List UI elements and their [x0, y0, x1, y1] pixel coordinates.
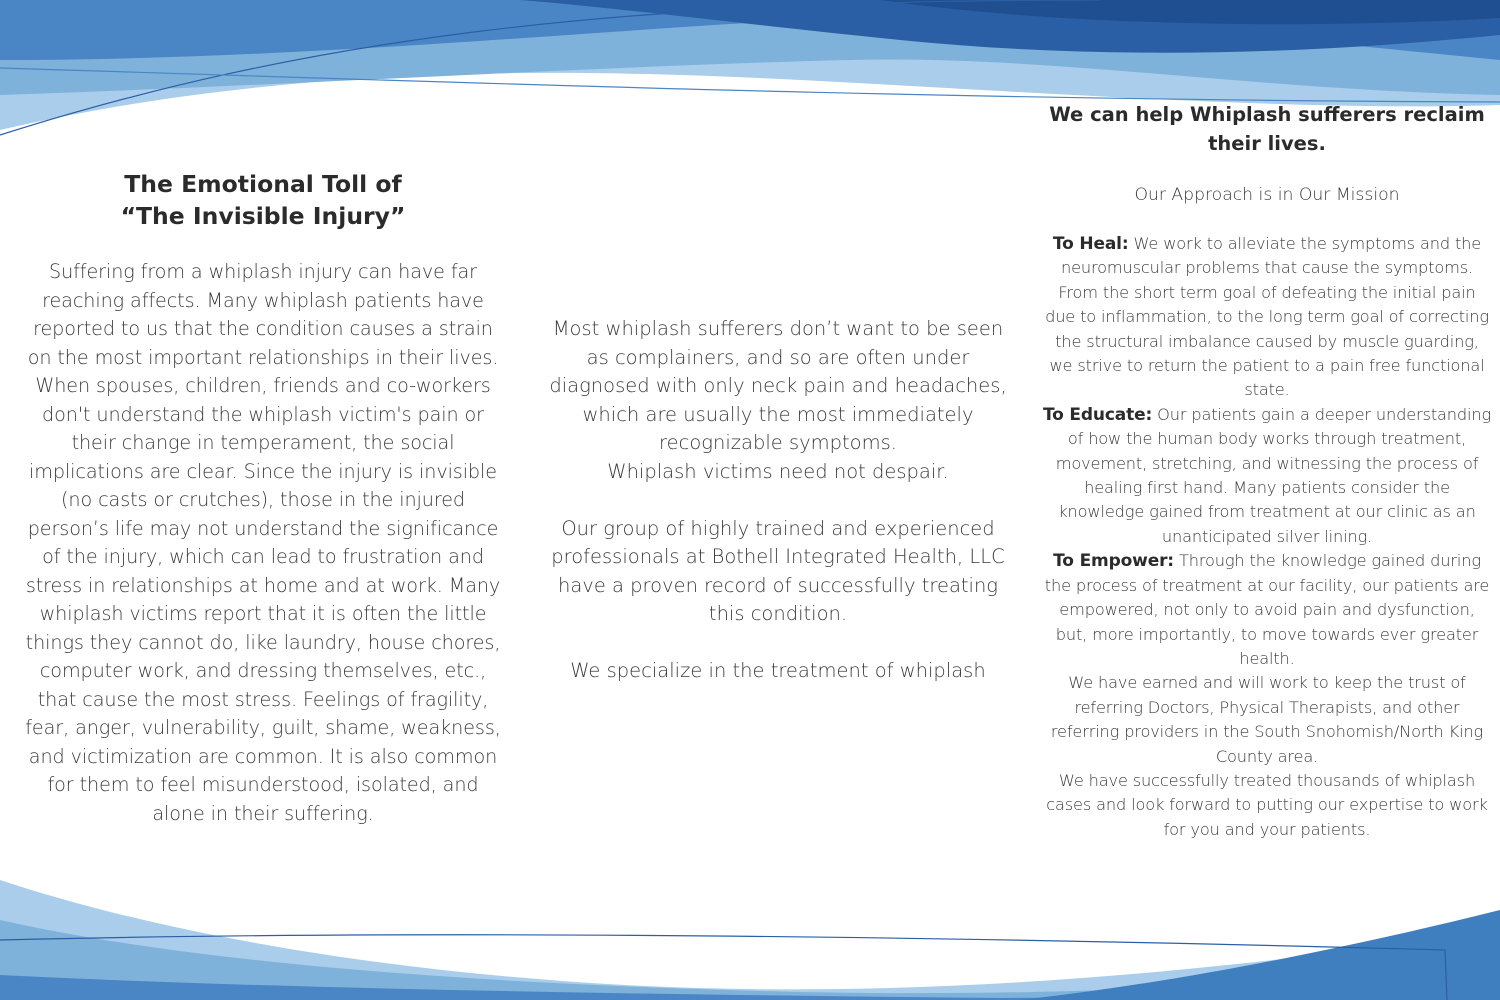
complainers-text: Most whiplash sufferers don’t want to be seen as complainers, and so are often under diagnosed with only neck pain and headaches, which are usually the most immediately recognizable symptoms.: [549, 317, 1007, 454]
professionals-paragraph: Our group of highly trained and experienced professionals at Bothell Integrated Health, LLC have a proven record of successfully treating this condition.: [551, 516, 1005, 625]
reclaim-lives-headline: We can help Whiplash sufferers reclaim their lives.: [1049, 103, 1485, 155]
left-panel: [20, 168, 506, 828]
success-paragraph: We have successfully treated thousands of whiplash cases and look forward to putting our expertise to work for you and your patients.: [1046, 770, 1488, 839]
trust-paragraph: We have earned and will work to keep the trust of referring Doctors, Physical Therapists, and other referring providers in the South Snohomish/North King County area.: [1050, 673, 1484, 766]
middle-panel: [548, 315, 1008, 686]
right-panel: [1042, 100, 1492, 842]
complainers-paragraph: [548, 315, 1008, 486]
empower-text: Through the knowledge gained during the process of treatment at our facility, our patients are empowered, not only to avoid pain and dysfunction, but, more importantly, to move towards ever greater health.: [1044, 551, 1490, 668]
mission-heading: Our Approach is in Our Mission: [1134, 185, 1400, 205]
heal-label: To Heal:: [1052, 234, 1129, 254]
bottom-wave-decoration: [0, 870, 1500, 1000]
educate-paragraph: [1042, 403, 1492, 549]
heal-paragraph: [1042, 232, 1492, 403]
empower-label: To Empower:: [1053, 551, 1174, 572]
emotional-toll-title: [20, 168, 506, 232]
empower-paragraph: [1042, 549, 1492, 671]
title-line-1: The Emotional Toll of: [124, 170, 402, 198]
emotional-toll-body: Suffering from a whiplash injury can have far reaching affects. Many whiplash patients have reported to us that the condition causes a strain on the most important relationships in their lives. When spouses, children, friends and co-workers don't understand the whiplash victim's pain or their change in temperament, the social implications are clear. Since the injury is invisible (no casts or crutches), those in the injured person’s life may not understand the significance of the injury, which can lead to frustration and stress in relationships at home and at work. Many whiplash victims report that it is often the little things they cannot do, like laundry, house chores, computer work, and dressing themselves, etc., that cause the most stress. Feelings of fragility, fear, anger, vulnerability, guilt, shame, weakness, and victimization are common. It is also common for them to feel misunderstood, isolated, and alone in their suffering.: [25, 260, 501, 825]
heal-text: We work to alleviate the symptoms and the neuromuscular problems that cause the symptoms. From the short term goal of defeating the initial pain due to inflammation, to the long term goal of correcting the structural imbalance caused by muscle guarding, we strive to return the patient to a pain free functional state.: [1045, 234, 1489, 400]
educate-label: To Educate:: [1042, 404, 1153, 425]
educate-text: Our patients gain a deeper understanding of how the human body works through treatment, movement, stretching, and witnessing the process of healing first hand. Many patients consider the knowledge gained from treatment at our clinic as an unanticipated silver lining.: [1055, 404, 1492, 546]
title-line-2: “The Invisible Injury”: [120, 202, 406, 230]
specialize-paragraph: We specialize in the treatment of whiplash: [570, 659, 986, 682]
need-not-despair-text: Whiplash victims need not despair.: [607, 459, 949, 483]
